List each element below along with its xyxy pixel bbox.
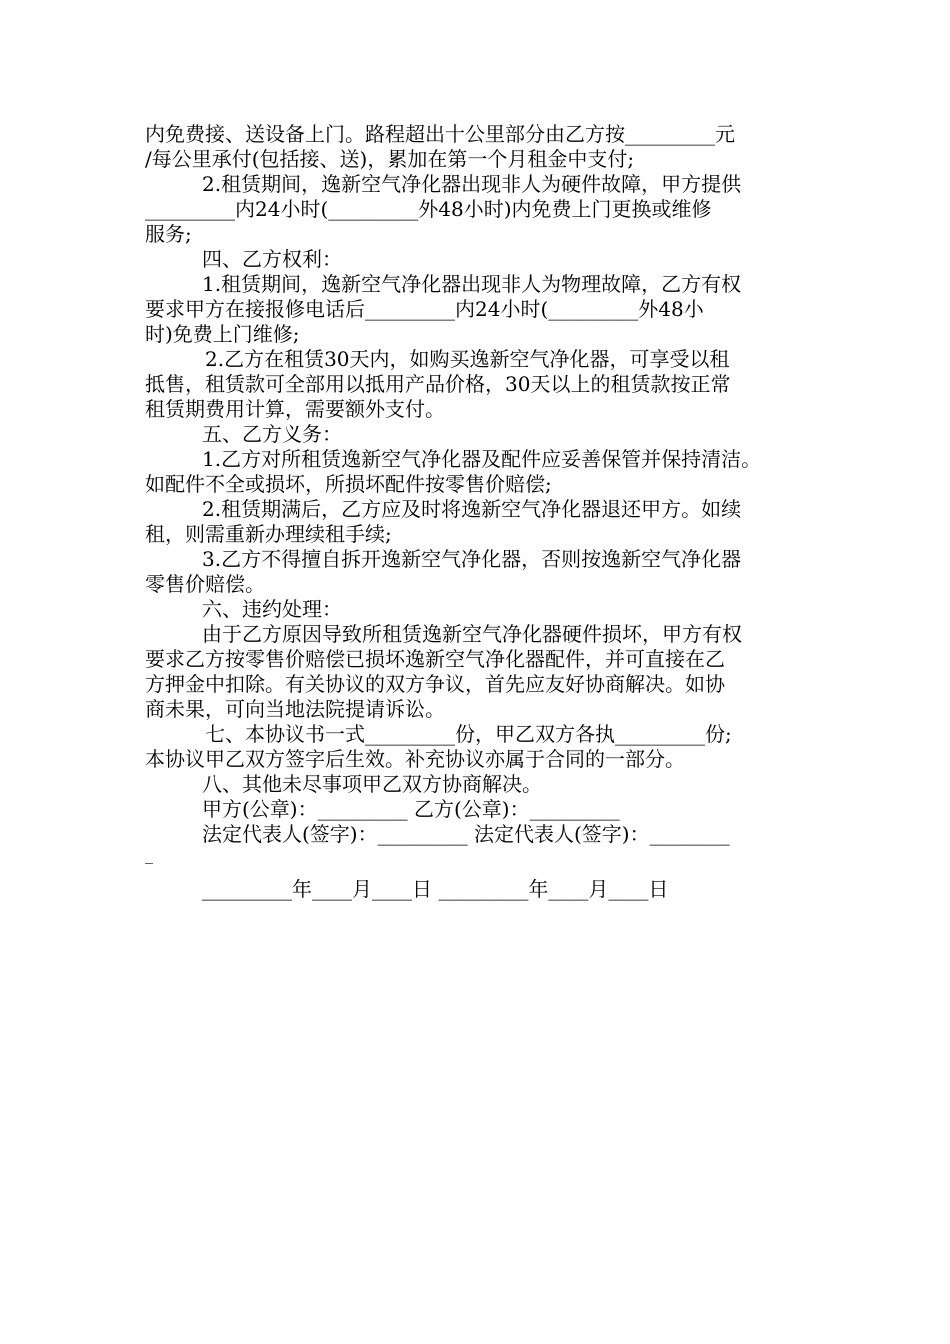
clause-2-repair: 2.租赁期间，逸新空气净化器出现非人为硬件故障，甲方提供 <box>202 172 742 196</box>
section-heading-copies: 七、本协议书一式_________份，甲乙双方各执_________份; <box>205 722 732 746</box>
text-line: 要求乙方按零售价赔偿已损坏逸新空气净化器配件，并可直接在乙 <box>145 647 725 671</box>
clause-duties-3: 3.乙方不得擅自拆开逸新空气净化器，否则按逸新空气净化器 <box>202 547 742 571</box>
section-heading-other: 八、其他未尽事项甲乙双方协商解决。 <box>202 772 542 796</box>
clause-breach: 由于乙方原因导致所租赁逸新空气净化器硬件损坏，甲方有权 <box>202 622 742 646</box>
text-line: 服务; <box>145 222 192 246</box>
section-heading-breach: 六、违约处理： <box>202 597 342 621</box>
clause-duties-2: 2.租赁期满后，乙方应及时将逸新空气净化器退还甲方。如续 <box>202 497 742 521</box>
text-line: 本协议甲乙双方签字后生效。补充协议亦属于合同的一部分。 <box>145 747 685 771</box>
clause-rights-2: 2.乙方在租赁30天内，如购买逸新空气净化器，可享受以租 <box>205 347 730 371</box>
text-line: 零售价赔偿。 <box>145 572 265 596</box>
text-line: 时)免费上门维修; <box>145 322 300 346</box>
text-line: 租，则需重新办理续租手续; <box>145 522 392 546</box>
signature-seal-line: 甲方(公章)：_________ 乙方(公章)：_________ <box>202 797 620 821</box>
text-line: 如配件不全或损坏，所损坏配件按零售价赔偿; <box>145 472 552 496</box>
signature-date-line: _________年____月____日 _________年____月____日 <box>202 877 669 901</box>
text-line: 方押金中扣除。有关协议的双方争议，首先应友好协商解决。如协 <box>145 672 725 696</box>
text-line: 抵售，租赁款可全部用以抵用产品价格，30天以上的租赁款按正常 <box>145 372 731 396</box>
signature-representative-line: 法定代表人(签字)：_________ 法定代表人(签字)：________ <box>202 822 730 846</box>
section-heading-duties: 五、乙方义务： <box>202 422 342 446</box>
text-line: _________内24小时(_________外48小时)内免费上门更换或维修 <box>145 197 712 221</box>
text-line: 要求甲方在接报修电话后_________内24小时(_________外48小 <box>145 297 704 321</box>
text-line: 内免费接、送设备上门。路程超出十公里部分由乙方按_________元 <box>145 122 735 146</box>
clause-duties-1: 1.乙方对所租赁逸新空气净化器及配件应妥善保管并保持清洁。 <box>202 447 762 471</box>
clause-rights-1: 1.租赁期间，逸新空气净化器出现非人为物理故障，乙方有权 <box>202 272 742 296</box>
text-line: 商未果，可向当地法院提请诉讼。 <box>145 697 445 721</box>
section-heading-rights: 四、乙方权利： <box>202 247 342 271</box>
contract-page <box>145 122 815 902</box>
text-line: 租赁期费用计算，需要额外支付。 <box>145 397 445 421</box>
text-line: _ <box>145 845 153 864</box>
text-line: /每公里承付(包括接、送)，累加在第一个月租金中支付; <box>145 147 635 171</box>
